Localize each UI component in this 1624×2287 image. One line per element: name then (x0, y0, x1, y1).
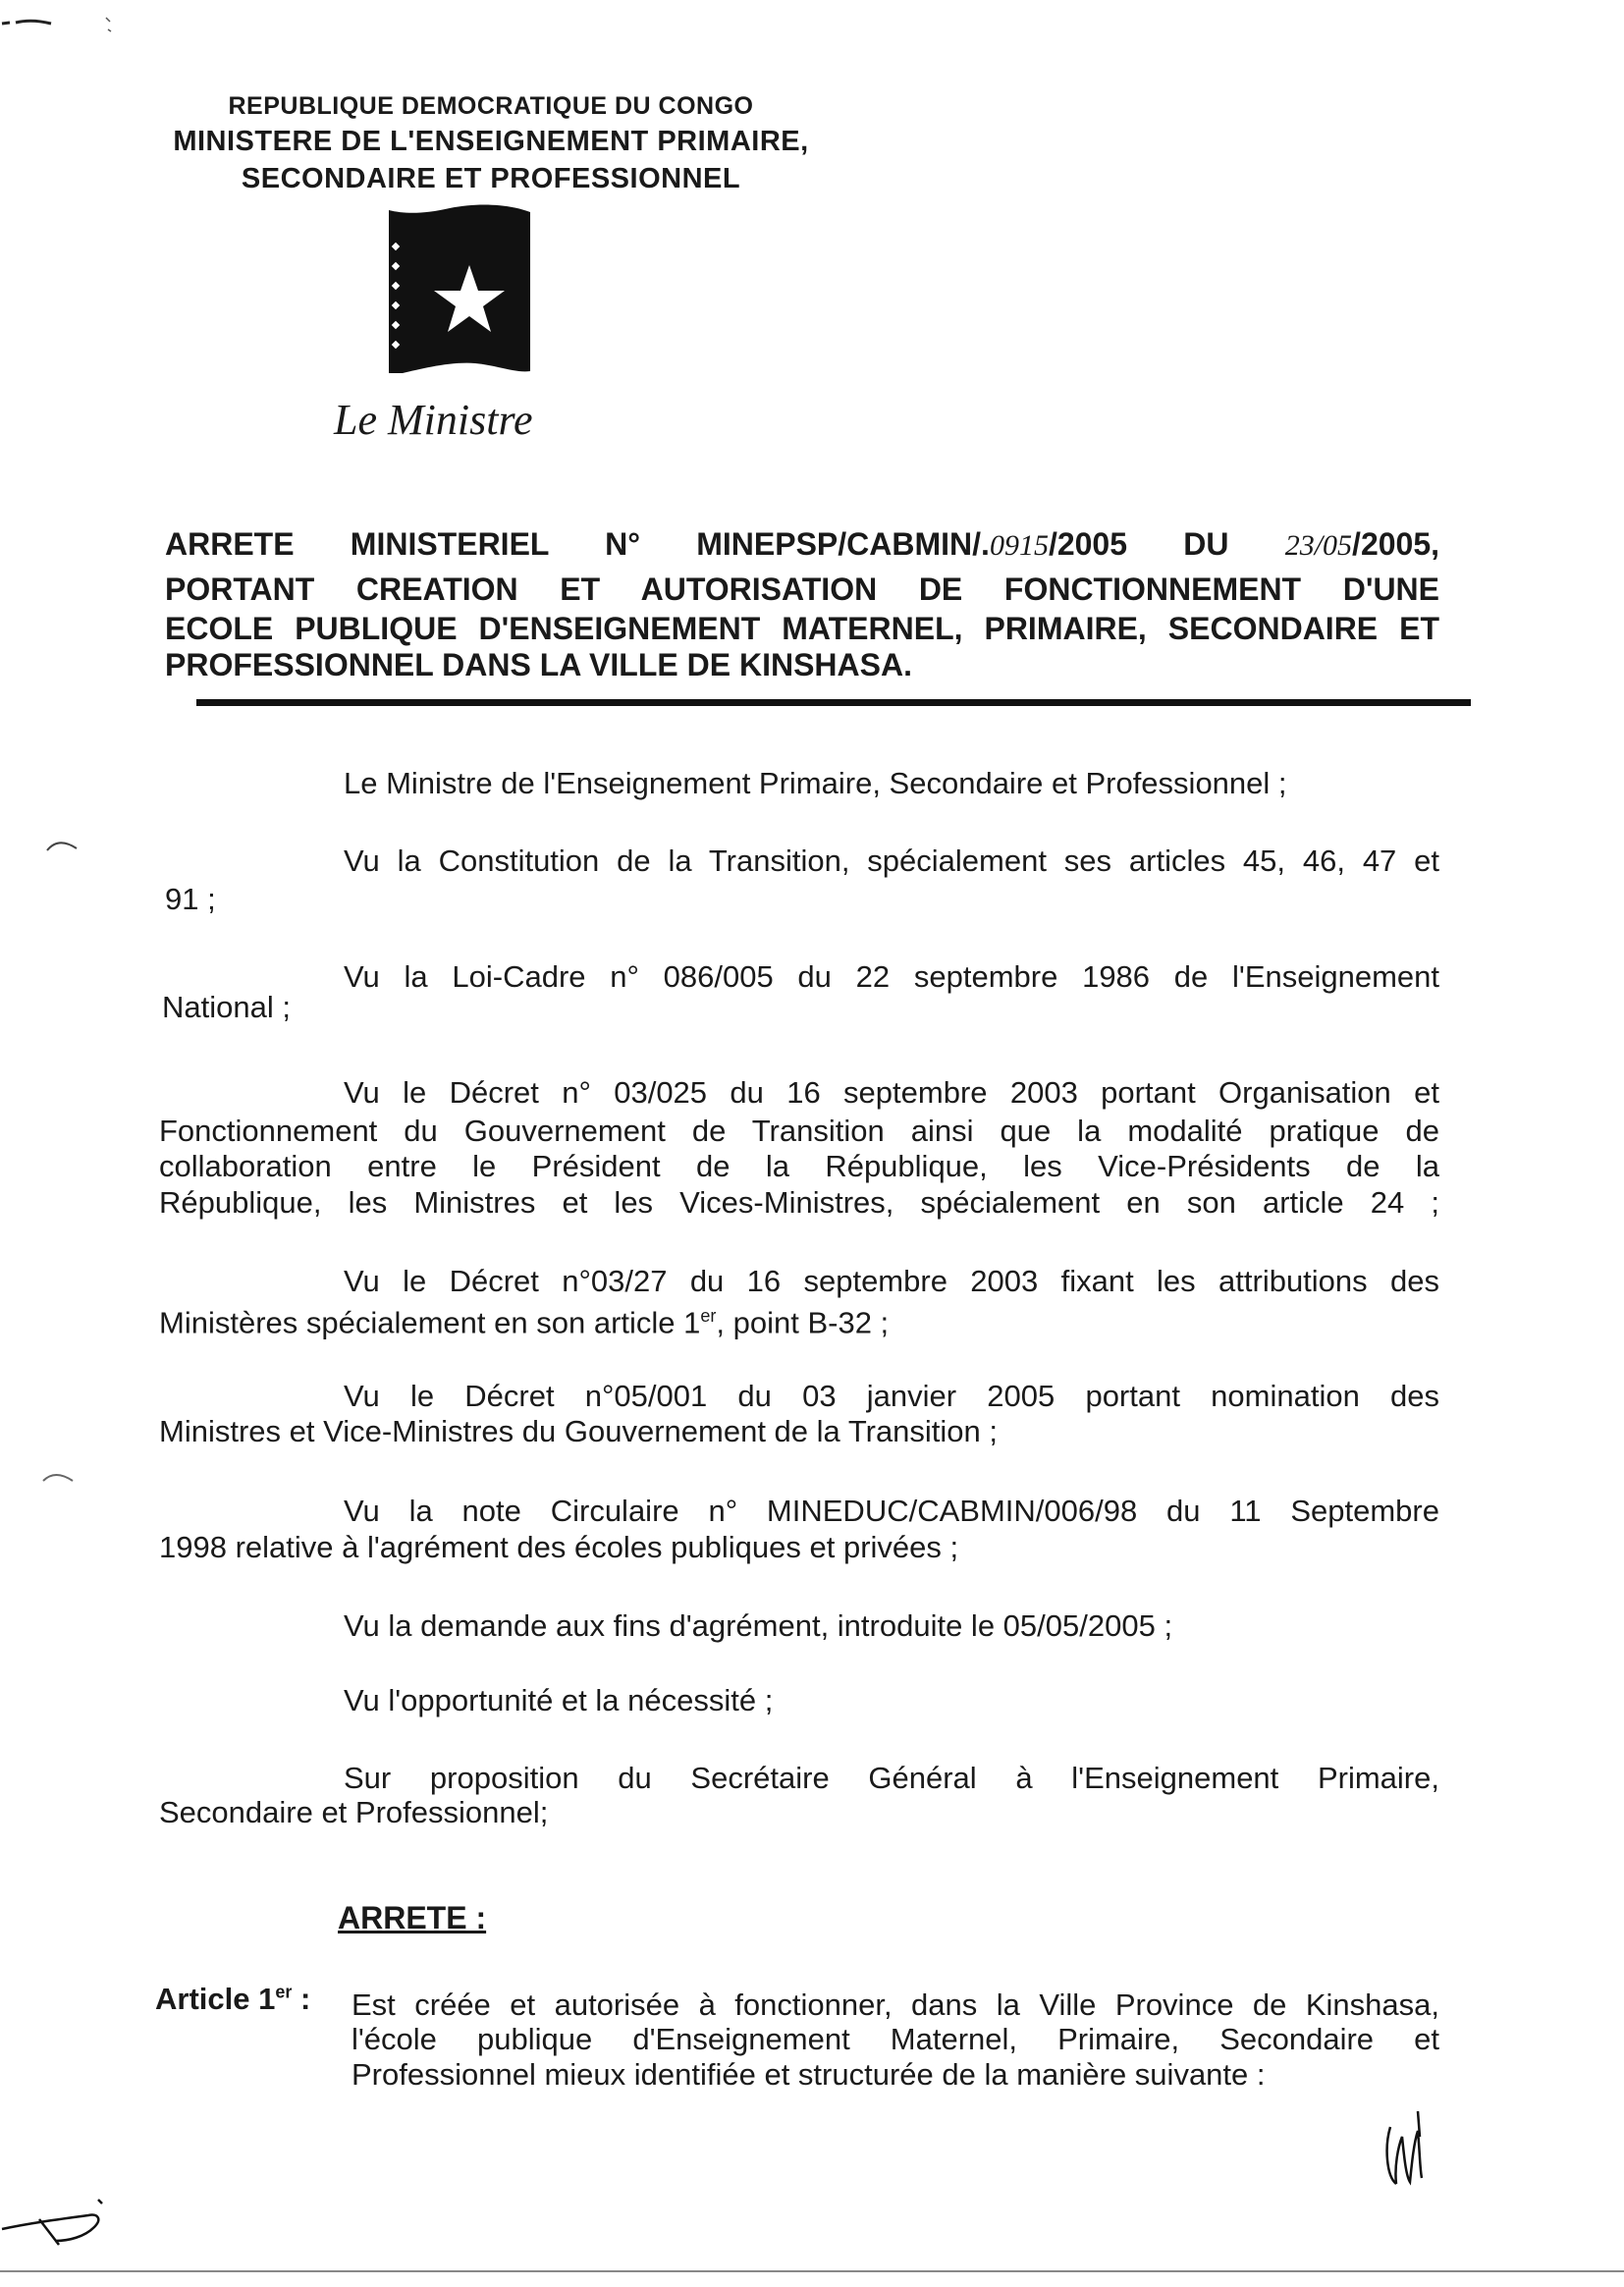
decree-title-line1 (165, 525, 1439, 565)
vu-decret-03-025: Vu le Décret n° 03/025 du 16 septembre 2003 portant Organisation et (344, 1075, 1439, 1110)
minister-title: Le Ministre (334, 396, 533, 444)
decree-title-line2: PORTANT CREATION ET AUTORISATION DE FONCTIONNEMENT D'UNE (165, 572, 1439, 607)
vu-decret-05-001: Vu le Décret n°05/001 du 03 janvier 2005 portant nomination des (344, 1379, 1439, 1413)
decree-suffix: /2005, (1352, 526, 1440, 562)
decree-middle: /2005 DU (1048, 526, 1285, 562)
ministry-header: MINISTERE DE L'ENSEIGNEMENT PRIMAIRE, (173, 126, 809, 157)
article-1-line1: Est créée et autorisée à fonctionner, dans la Ville Province de Kinshasa, (352, 1988, 1439, 2022)
vu-decret-03-025-l4: République, les Ministres et les Vices-Ministres, spécialement en son article 24 ; (159, 1185, 1439, 1220)
vu-constitution-cont: 91 ; (165, 882, 216, 916)
margin-mark (39, 1467, 79, 1487)
sur-proposition-cont: Secondaire et Professionnel; (159, 1795, 549, 1829)
vu-decret-03-025-l2: Fonctionnement du Gouvernement de Transition ainsi que la modalité pratique de (159, 1114, 1439, 1148)
vu-loi-cadre: Vu la Loi-Cadre n° 086/005 du 22 septembre 1986 de l'Enseignement (344, 959, 1439, 994)
vu-loi-cadre-cont: National ; (162, 990, 291, 1024)
dr-congo-flag-emblem-icon (381, 204, 538, 377)
vu-decret-05-001-cont: Ministres et Vice-Ministres du Gouvernement de la Transition ; (159, 1414, 999, 1448)
decree-date-handwritten: 23/05 (1284, 529, 1353, 562)
decree-prefix: ARRETE MINISTERIEL N° MINEPSP/CABMIN/. (165, 526, 990, 562)
arrete-heading: ARRETE : (338, 1900, 487, 1935)
article-1-line2: l'école publique d'Enseignement Maternel, Primaire, Secondaire et (352, 2022, 1439, 2056)
article-1-label: Article 1er : (155, 1982, 311, 2016)
vu-note-circulaire-cont: 1998 relative à l'agrément des écoles publiques et privées ; (159, 1530, 959, 1564)
decree-title-line4: PROFESSIONNEL DANS LA VILLE DE KINSHASA. (165, 647, 912, 682)
bottom-rule (0, 2270, 1624, 2272)
decree-title-line3: ECOLE PUBLIQUE D'ENSEIGNEMENT MATERNEL, PRIMAIRE, SECONDAIRE ET (165, 611, 1439, 646)
article-1-line3: Professionnel mieux identifiée et structurée de la manière suivante : (352, 2057, 1266, 2092)
ministry-header-line2: SECONDAIRE ET PROFESSIONNEL (241, 163, 741, 194)
margin-mark (43, 837, 82, 856)
decree-number-handwritten: 0915 (989, 529, 1049, 562)
republic-header: REPUBLIQUE DEMOCRATIQUE DU CONGO (228, 92, 754, 120)
vu-decret-03-025-l3: collaboration entre le Président de la République, les Vice-Présidents de la (159, 1149, 1439, 1183)
vu-constitution: Vu la Constitution de la Transition, spécialement ses articles 45, 46, 47 et (344, 844, 1439, 878)
vu-opportunite: Vu l'opportunité et la nécessité ; (344, 1683, 774, 1717)
title-rule (196, 699, 1471, 706)
handwritten-initials (1375, 2107, 1434, 2196)
scan-artifact (0, 8, 128, 37)
vu-decret-03-27-cont: Ministères spécialement en son article 1er, point B-32 ; (159, 1305, 890, 1340)
handwritten-paraph (0, 2190, 118, 2259)
vu-demande: Vu la demande aux fins d'agrément, introduite le 05/05/2005 ; (344, 1608, 1173, 1643)
sur-proposition: Sur proposition du Secrétaire Général à l'Enseignement Primaire, (344, 1761, 1439, 1795)
vu-decret-03-27: Vu le Décret n°03/27 du 16 septembre 2003 fixant les attributions des (344, 1264, 1439, 1298)
vu-note-circulaire: Vu la note Circulaire n° MINEDUC/CABMIN/006/98 du 11 Septembre (344, 1494, 1439, 1528)
preamble-minister: Le Ministre de l'Enseignement Primaire, Secondaire et Professionnel ; (344, 766, 1287, 800)
